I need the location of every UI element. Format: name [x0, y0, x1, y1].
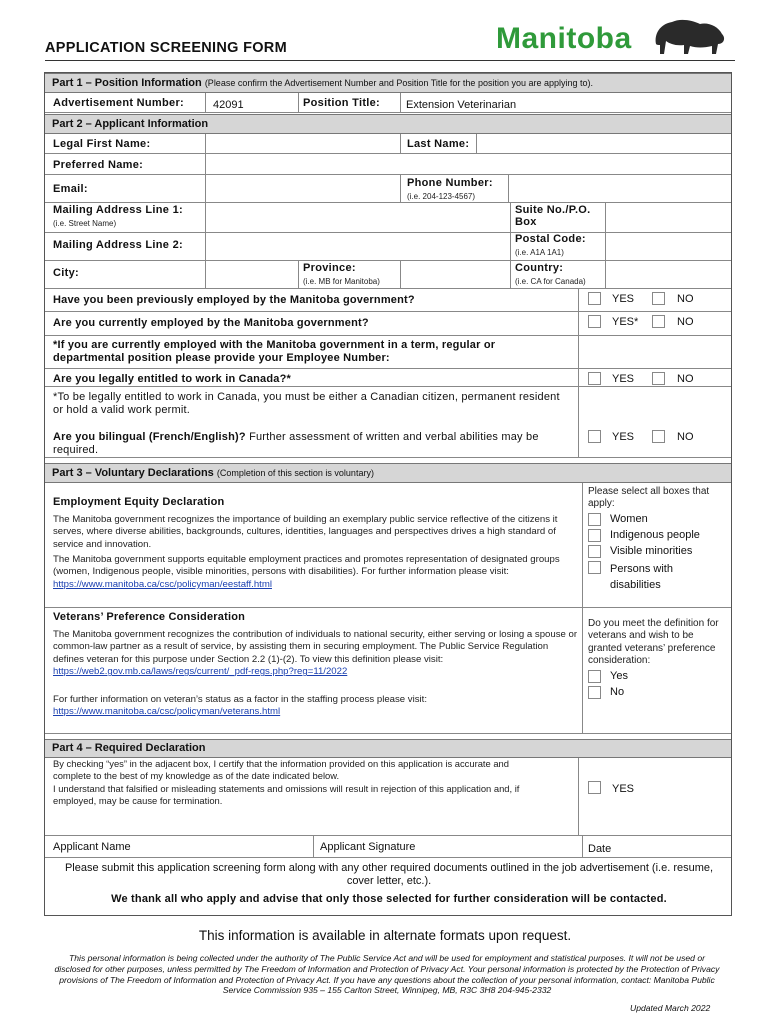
thanks-note: We thank all who apply and advise that only those selected for further consideration will be contacted. [111, 893, 667, 905]
alt-formats-note: This information is available in alternate formats upon request. [198, 928, 572, 943]
part3-title: Part 3 – Voluntary Declarations [52, 467, 214, 479]
part2-header [45, 114, 731, 134]
mailing2-label: Mailing Address Line 2: [53, 239, 183, 251]
preferred-name-label: Preferred Name: [53, 159, 144, 171]
province-hint: (i.e. MB for Manitoba) [303, 277, 380, 286]
ee-select-instruction: Please select all boxes that apply: [588, 486, 710, 510]
veterans-no-label: No [610, 686, 625, 698]
ad-number-label: Advertisement Number: [53, 97, 184, 109]
ee-paragraph-2: The Manitoba government supports equitable employment practices and promotes representation of designated groups (women, Indigenous people, visible minorities, persons with disabilities). For further information please visit: https://www.manitoba.ca/csc/policyman/eestaff.html [53, 554, 560, 590]
declaration-paragraph-2: I understand that falsified or misleading statements and omissions will result in rejection of this application and, if employed, may be cause for termination. [53, 783, 520, 806]
ee-disabilities-label: Persons with disabilities [610, 563, 673, 591]
legal-first-name-label: Legal First Name: [53, 138, 151, 150]
part1-title: Part 1 – Position Information [52, 77, 202, 89]
postal-hint: (i.e. A1A 1A1) [515, 248, 564, 257]
veterans-policy-link[interactable]: https://www.manitoba.ca/csc/policyman/veterans.html [53, 706, 281, 718]
postal-label: Postal Code: [515, 233, 586, 245]
curr-employed-no-label: NO [677, 316, 694, 328]
email-label: Email: [53, 183, 88, 195]
bilingual-yes-label: YES [612, 431, 635, 443]
declaration-paragraph-1: By checking “yes” in the adjacent box, I certify that the information provided on this application is accurate and complete to the best of my knowledge as of the date indicated below. [53, 758, 509, 781]
part2-title: Part 2 – Applicant Information [52, 118, 209, 130]
title-rule [45, 60, 735, 61]
ee-title: Employment Equity Declaration [53, 496, 225, 508]
curr-employed-yes-label: YES* [612, 316, 639, 328]
employee-number-note: *If you are currently employed with the Manitoba government in a term, regular or departmental position please provide your Employee Number: [53, 339, 496, 364]
declaration-yes-label: YES [612, 783, 635, 795]
ad-number-field[interactable]: 42091 [213, 99, 244, 111]
screening-form [44, 72, 732, 916]
submit-note: Please submit this application screening form along with any other required documents outlined in the job advertisement (i.e. resume, cover letter, etc.). [64, 862, 714, 887]
bilingual-no-label: NO [677, 431, 694, 443]
ee-indigenous-label: Indigenous people [610, 529, 700, 541]
applicant-signature-label: Applicant Signature [320, 841, 416, 853]
bilingual-no-checkbox[interactable] [652, 430, 665, 443]
part4-header [45, 739, 731, 758]
entitled-no-checkbox[interactable] [652, 372, 665, 385]
declaration-yes-checkbox[interactable] [588, 781, 601, 794]
ee-link[interactable]: https://www.manitoba.ca/csc/policyman/eestaff.html [53, 578, 272, 590]
bilingual-yes-checkbox[interactable] [588, 430, 601, 443]
entitled-yes-label: YES [612, 373, 635, 385]
ee-indigenous-checkbox[interactable] [588, 529, 601, 542]
part3-note: (Completion of this section is voluntary) [216, 468, 374, 478]
applicant-name-label: Applicant Name [53, 841, 131, 853]
suite-label: Suite No./P.O. Box [515, 204, 591, 228]
country-label: Country: [515, 262, 564, 274]
position-title-label: Position Title: [303, 97, 381, 109]
part1-header [45, 73, 731, 93]
veterans-regs-link[interactable]: https://web2.gov.mb.ca/laws/regs/current/_pdf-regs.php?reg=11/2022 [53, 666, 348, 678]
phone-hint: (i.e. 204-123-4567) [407, 192, 476, 201]
prev-employed-yes-checkbox[interactable] [588, 292, 601, 305]
veterans-yes-checkbox[interactable] [588, 670, 601, 683]
ee-women-label: Women [610, 513, 648, 525]
date-label: Date [588, 843, 612, 855]
prev-employed-no-checkbox[interactable] [652, 292, 665, 305]
privacy-statement: This personal information is being collected under the authority of The Public Service Act and will be used for employment and statistical purposes. It will not be used or disclosed for other purposes, unless permitted by The Freedom of Information and Protection of Privacy Act. Your personal information is protected by the Protection of Privacy provisions of The Freedom of Information and Protection of Privacy Act. If you have any questions about the collection of your personal information, contact: Manitoba Public Service Commission 935 – 155 Carlton Street, Winnipeg, MB, R3C 3H8 204-945-2332 [54, 953, 720, 996]
province-label: Province: [303, 262, 356, 274]
ee-disabilities-checkbox[interactable] [588, 561, 601, 574]
bison-icon [646, 14, 730, 58]
mailing1-label: Mailing Address Line 1: [53, 204, 183, 216]
veterans-title: Veterans’ Preference Consideration [53, 611, 246, 623]
q-legally-entitled: Are you legally entitled to work in Canada?* [53, 373, 292, 385]
country-hint: (i.e. CA for Canada) [515, 277, 586, 286]
veterans-paragraph-2: For further information on veteran’s status as a factor in the staffing process please visit: https://www.manitoba.ca/csc/policyman/veterans.html [53, 694, 427, 718]
q-previously-employed: Have you been previously employed by the Manitoba government? [53, 294, 415, 306]
curr-employed-no-checkbox[interactable] [652, 315, 665, 328]
entitled-note: *To be legally entitled to work in Canada, you must be either a Canadian citizen, permanent resident or hold a valid work permit. [53, 391, 560, 416]
entitled-no-label: NO [677, 373, 694, 385]
veterans-no-checkbox[interactable] [588, 686, 601, 699]
phone-label: Phone Number: [407, 177, 493, 189]
veterans-question: Do you meet the definition for veterans and wish to be granted veterans’ preference consideration: [588, 618, 719, 667]
ee-paragraph-1: The Manitoba government recognizes the importance of building an exemplary public service reflective of the citizens it serves, where diverse abilities, backgrounds, cultures, identities, languages and perspectives drives a high standard of service and innovation. [53, 514, 558, 550]
logo-text: Manitoba [496, 22, 632, 55]
ee-visible-minorities-checkbox[interactable] [588, 545, 601, 558]
part3-header [45, 463, 731, 483]
q-bilingual: Are you bilingual (French/English)? Further assessment of written and verbal abilities may be required. [53, 431, 539, 456]
veterans-paragraph-1: The Manitoba government recognizes the contribution of individuals to national security, either serving or losing a spouse or common-law partner as a result of service, by assisting them in securing employment. The Public Service Regulation defines veteran for this purpose under Section 2.2 (1)-(2). To view this definition please visit: https://web2.gov.mb.ca/laws/regs/current/_pdf-regs.php?reg=11/2022 [53, 629, 578, 678]
position-title-field[interactable]: Extension Veterinarian [406, 99, 517, 111]
ee-visible-minorities-label: Visible minorities [610, 545, 693, 557]
part4-title: Part 4 – Required Declaration [52, 742, 206, 754]
updated-date: Updated March 2022 [630, 1003, 711, 1013]
ee-women-checkbox[interactable] [588, 513, 601, 526]
form-title: APPLICATION SCREENING FORM [45, 40, 287, 56]
prev-employed-no-label: NO [677, 293, 694, 305]
entitled-yes-checkbox[interactable] [588, 372, 601, 385]
curr-employed-yes-checkbox[interactable] [588, 315, 601, 328]
manitoba-logo [496, 12, 730, 60]
mailing1-hint: (i.e. Street Name) [53, 219, 117, 228]
part1-note: (Please confirm the Advertisement Number and Position Title for the position you are applying to). [204, 78, 594, 88]
last-name-label: Last Name: [407, 138, 470, 150]
city-label: City: [53, 267, 79, 279]
q-currently-employed: Are you currently employed by the Manitoba government? [53, 317, 369, 329]
prev-employed-yes-label: YES [612, 293, 635, 305]
veterans-yes-label: Yes [610, 670, 628, 682]
